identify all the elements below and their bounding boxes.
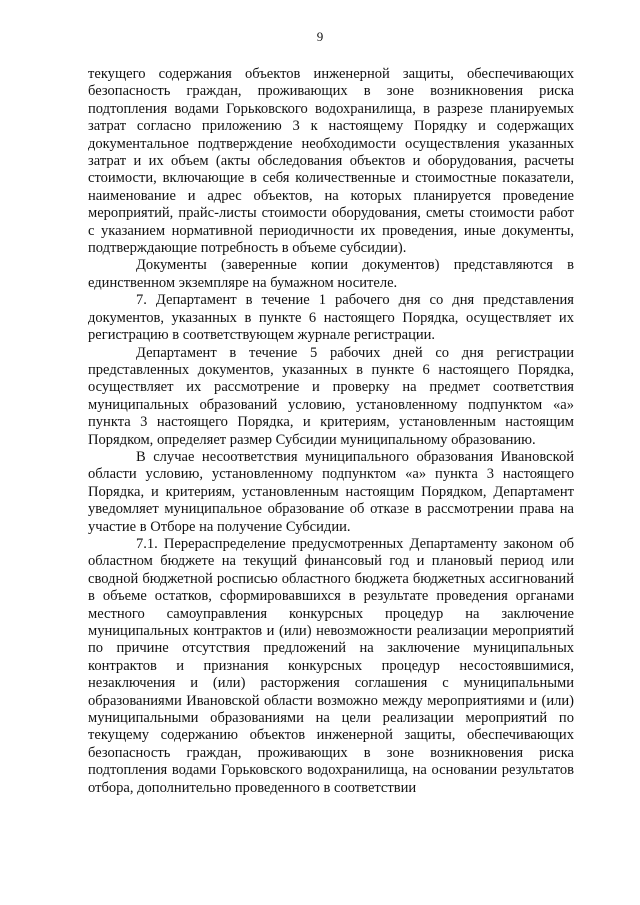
paragraph-documents-copies: Документы (заверенные копии документов) представляются в единственном экземпляре на бумажном носителе. — [88, 257, 574, 291]
page-number: 9 — [316, 29, 324, 44]
paragraph-nonconformity: В случае несоответствия муниципального образования Ивановской области условию, установленному подпунктом «а» пункта 3 настоящего Порядка, и критериям, установленным настоящим Порядком, Департамент уведомляет муниципальное образование об отказе в рассмотрении права на участие в Отборе на получение Субсидии. — [88, 448, 574, 535]
paragraph-continuation: текущего содержания объектов инженерной защиты, обеспечивающих безопасность граждан, проживающих в зоне возникновения риска подтопления водами Горьковского водохранилища, в разрезе планируемых затрат согласно приложению 3 к настоящему Порядку и содержащих документальное подтверждение необходимости осуществления указанных затрат и их объем (акты обследования объектов и оборудования, расчеты стоимости, включающие в себя количественные и стоимостные показатели, наименование и адрес объектов, на которых планируется проведение мероприятий, прайс-листы стоимости оборудования, сметы стоимости работ с указанием нормативной периодичности их проведения, иные документы, подтверждающие потребность в объеме субсидии). — [88, 66, 574, 257]
paragraph-item-7: 7. Департамент в течение 1 рабочего дня со дня представления документов, указанных в пункте 6 настоящего Порядка, осуществляет их регистрацию в соответствующем журнале регистрации. — [88, 292, 574, 344]
document-body — [88, 66, 574, 797]
paragraph-item-7-1: 7.1. Перераспределение предусмотренных Департаменту законом об областном бюджете на текущий финансовый год и плановый период или сводной бюджетной росписью областного бюджета бюджетных ассигнований в объеме остатков, сформировавшихся в результате проведения органами местного самоуправления конкурсных процедур на заключение муниципальных контрактов и (или) невозможности реализации мероприятий по причине отсутствия предложений на заключение муниципальных контрактов и признания конкурсных процедур несостоявшимися, незаключения и (или) расторжения соглашения с муниципальными образованиями Ивановской области возможно между мероприятиями и (или) муниципальными образованиями на цели реализации мероприятий по текущему содержанию объектов инженерной защиты, обеспечивающих безопасность граждан, проживающих в зоне возникновения риска подтопления водами Горьковского водохранилища, на основании результатов отбора, дополнительно проведенного в соответствии — [88, 535, 574, 796]
paragraph-review: Департамент в течение 5 рабочих дней со дня регистрации представленных документов, указанных в пункте 6 настоящего Порядка, осуществляет их рассмотрение и проверку на предмет соответствия муниципальных образований условию, установленному подпунктом «а» пункта 3 настоящего Порядка, и критериям, установленным настоящим Порядком, определяет размер Субсидии муниципальному образованию. — [88, 344, 574, 448]
